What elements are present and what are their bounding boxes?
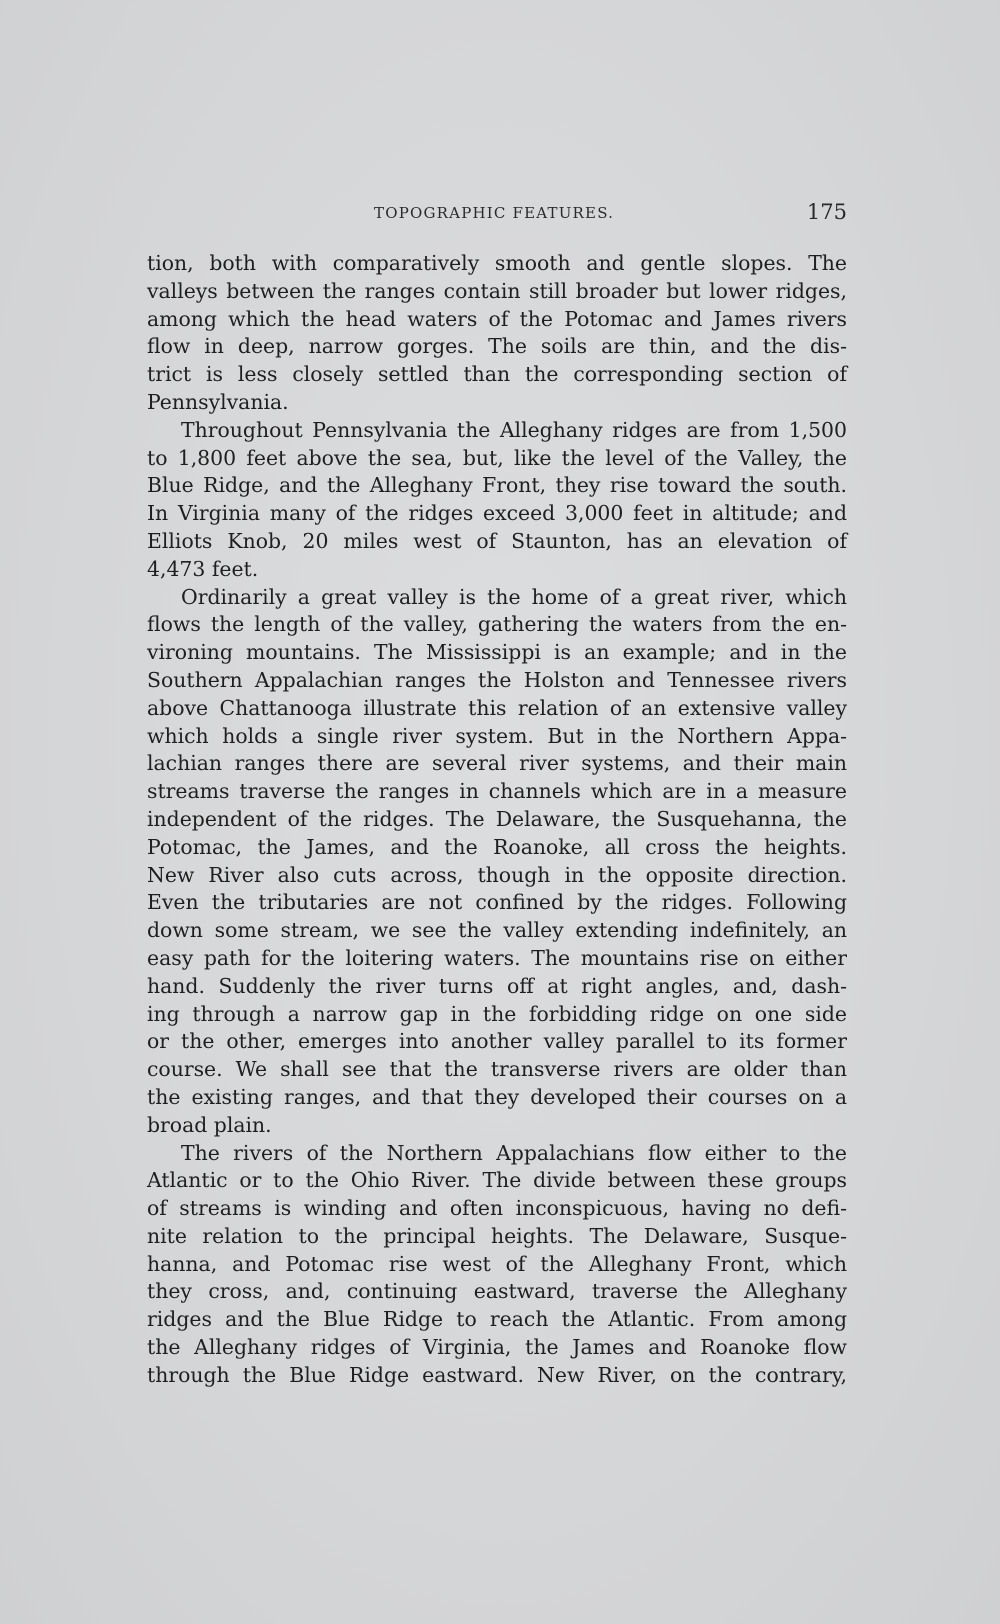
paragraph-1	[147, 250, 847, 417]
text-line: Atlantic or to the Ohio River. The divide between these groups	[147, 1168, 847, 1193]
text-line: of streams is winding and often inconspicuous, having no defi-	[147, 1196, 847, 1221]
text-line: hand. Suddenly the river turns off at right angles, and, dash-	[147, 973, 847, 998]
text-line: Ordinarily a great valley is the home of a great river, which	[181, 584, 847, 609]
text-line: or the other, emerges into another valley parallel to its former	[147, 1029, 847, 1054]
text-line: trict is less closely settled than the corresponding section of	[147, 362, 847, 387]
text-line: which holds a single river system. But in the Northern Appa-	[147, 723, 847, 748]
text-line: course. We shall see that the transverse rivers are older than	[147, 1057, 847, 1082]
text-line: the Alleghany ridges of Virginia, the James and Roanoke flow	[147, 1335, 847, 1360]
text-line: Southern Appalachian ranges the Holston and Tennessee rivers	[147, 667, 847, 692]
text-line: The rivers of the Northern Appalachians flow either to the	[181, 1140, 847, 1165]
text-line: Elliots Knob, 20 miles west of Staunton, has an elevation of	[147, 528, 847, 553]
page-number: 175	[806, 200, 847, 224]
paragraph-3	[147, 584, 847, 1140]
running-head-title: TOPOGRAPHIC FEATURES.	[374, 204, 615, 222]
text-line: broad plain.	[147, 1112, 272, 1137]
text-line: valleys between the ranges contain still broader but lower ridges,	[147, 278, 847, 303]
text-line: tion, both with comparatively smooth and gentle slopes. The	[147, 251, 847, 275]
paragraph-2	[147, 417, 847, 584]
text-line: hanna, and Potomac rise west of the Alleghany Front, which	[147, 1251, 847, 1276]
text-line: nite relation to the principal heights. The Delaware, Susque-	[147, 1223, 847, 1248]
text-line: flow in deep, narrow gorges. The soils are thin, and the dis-	[147, 334, 847, 359]
text-line: ridges and the Blue Ridge to reach the Atlantic. From among	[147, 1307, 847, 1332]
text-line: Throughout Pennsylvania the Alleghany ridges are from 1,500	[181, 417, 847, 442]
text-line: among which the head waters of the Potomac and James rivers	[147, 306, 847, 331]
running-head	[147, 200, 847, 228]
text-line: Potomac, the James, and the Roanoke, all cross the heights.	[147, 834, 847, 859]
text-line: lachian ranges there are several river systems, and their main	[147, 751, 847, 776]
paragraph-4	[147, 1140, 847, 1390]
text-line: Blue Ridge, and the Alleghany Front, they rise toward the south.	[147, 473, 847, 498]
text-line: above Chattanooga illustrate this relation of an extensive valley	[147, 695, 847, 720]
text-line: the existing ranges, and that they developed their courses on a	[147, 1084, 847, 1109]
text-line: ing through a narrow gap in the forbidding ridge on one side	[147, 1001, 847, 1026]
body-text	[147, 250, 847, 1390]
text-line: through the Blue Ridge eastward. New River, on the contrary,	[147, 1362, 847, 1387]
text-line: independent of the ridges. The Delaware, the Susquehanna, the	[147, 806, 847, 831]
text-line: streams traverse the ranges in channels which are in a measure	[147, 779, 847, 804]
text-line: vironing mountains. The Mississippi is an example; and in the	[147, 640, 847, 665]
text-line: they cross, and, continuing eastward, traverse the Alleghany	[147, 1279, 847, 1304]
text-line: to 1,800 feet above the sea, but, like the level of the Valley, the	[147, 445, 847, 470]
text-line: 4,473 feet.	[147, 556, 259, 581]
text-line: Pennsylvania.	[147, 389, 289, 414]
text-line: flows the length of the valley, gathering the waters from the en-	[147, 612, 847, 637]
text-line: down some stream, we see the valley extending indefinitely, an	[147, 918, 847, 943]
text-line: Even the tributaries are not confined by the ridges. Following	[147, 890, 847, 915]
text-line: In Virginia many of the ridges exceed 3,000 feet in altitude; and	[147, 501, 847, 526]
text-line: easy path for the loitering waters. The mountains rise on either	[147, 945, 847, 970]
text-line: New River also cuts across, though in the opposite direction.	[147, 862, 847, 887]
